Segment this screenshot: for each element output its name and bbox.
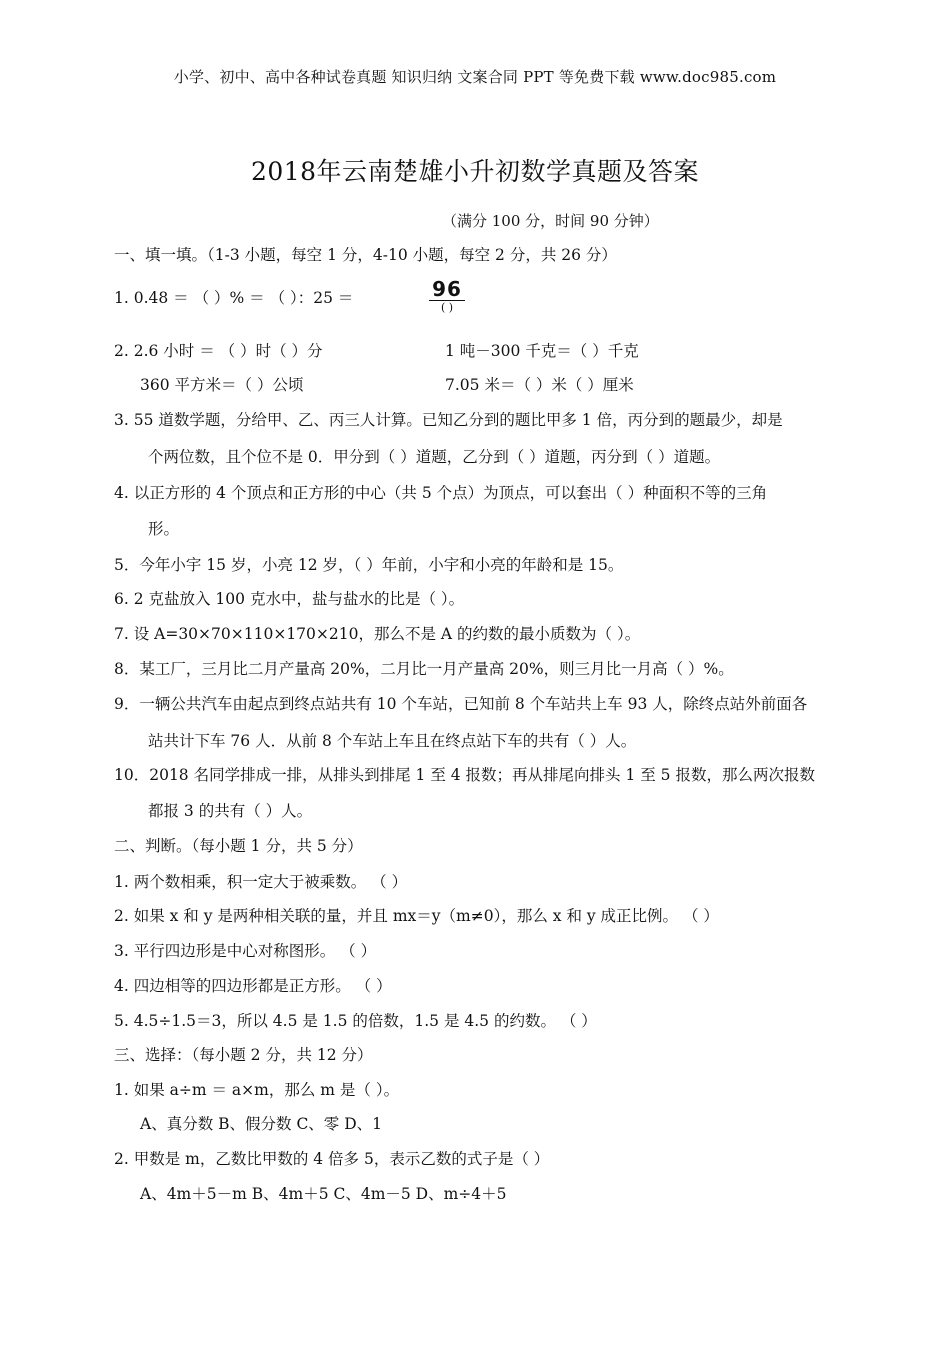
question-1-2b: 1 吨－300 千克＝（ ）千克 xyxy=(445,342,639,360)
question-1-2a: 2. 2.6 小时 ＝ （ ）时（ ）分 xyxy=(114,342,323,360)
question-3-2-options: A、4m＋5－m B、4m＋5 C、4m－5 D、m÷4＋5 xyxy=(140,1185,507,1203)
fraction-numerator: 96 xyxy=(432,277,462,301)
question-2-5: 5. 4.5÷1.5＝3，所以 4.5 是 1.5 的倍数，1.5 是 4.5 的约数。 （ ） xyxy=(114,1012,597,1030)
question-2-1: 1. 两个数相乘，积一定大于被乘数。 （ ） xyxy=(114,873,408,891)
question-1-8: 8．某工厂，三月比二月产量高 20%，二月比一月产量高 20%，则三月比一月高（ ）%。 xyxy=(114,660,734,678)
section-3-heading: 三、选择：（每小题 2 分，共 12 分） xyxy=(114,1046,373,1064)
question-3-2: 2. 甲数是 m，乙数比甲数的 4 倍多 5，表示乙数的式子是（ ） xyxy=(114,1150,550,1168)
question-1-6: 6. 2 克盐放入 100 克水中，盐与盐水的比是（ ）。 xyxy=(114,590,465,608)
question-3-1-options: A、真分数 B、假分数 C、零 D、1 xyxy=(140,1115,383,1133)
page-title: 2018年云南楚雄小升初数学真题及答案 xyxy=(250,157,700,186)
score-time-note: （满分 100 分，时间 90 分钟） xyxy=(442,212,659,230)
page-header: 小学、初中、高中各种试卷真题 知识归纳 文案合同 PPT 等免费下载 www.doc985.com xyxy=(173,68,777,86)
question-1-9-line2: 站共计下车 76 人．从前 8 个车站上车且在终点站下车的共有（ ）人。 xyxy=(148,732,637,750)
question-1-7: 7. 设 A=30×70×110×170×210，那么不是 A 的约数的最小质数为（ ）。 xyxy=(114,625,641,643)
fraction xyxy=(427,279,467,313)
question-3-1: 1. 如果 a÷m ＝ a×m，那么 m 是（ ）。 xyxy=(114,1081,400,1099)
question-1-10-line1: 10．2018 名同学排成一排，从排头到排尾 1 至 4 报数；再从排尾向排头 1 至 5 报数，那么两次报数 xyxy=(114,766,815,784)
question-1-9-line1: 9．一辆公共汽车由起点到终点站共有 10 个车站，已知前 8 个车站共上车 93 人，除终点站外前面各 xyxy=(114,695,808,713)
question-2-4: 4. 四边相等的四边形都是正方形。 （ ） xyxy=(114,977,392,995)
question-2-3: 3. 平行四边形是中心对称图形。 （ ） xyxy=(114,942,377,960)
question-1-5: 5．今年小宇 15 岁，小亮 12 岁，（ ）年前，小宇和小亮的年龄和是 15。 xyxy=(114,556,624,574)
question-1-3-line1: 3. 55 道数学题，分给甲、乙、丙三人计算。已知乙分到的题比甲多 1 倍，丙分到的题最少，却是 xyxy=(114,411,783,429)
question-1-1: 1. 0.48 ＝ （ ）% ＝ （ ）：25 ＝ xyxy=(114,289,354,307)
question-1-10-line2: 都报 3 的共有（ ）人。 xyxy=(148,802,313,820)
question-1-2d: 7.05 米＝（ ）米（ ）厘米 xyxy=(445,376,634,394)
question-1-4-line2: 形。 xyxy=(148,520,180,538)
question-1-3-line2: 个两位数，且个位不是 0．甲分到（ ）道题，乙分到（ ）道题，丙分到（ ）道题。 xyxy=(148,448,721,466)
fraction-denominator: ( ) xyxy=(440,301,454,314)
section-1-heading: 一、填一填。（1-3 小题，每空 1 分，4-10 小题，每空 2 分，共 26 分） xyxy=(114,246,617,264)
section-2-heading: 二、判断。（每小题 1 分，共 5 分） xyxy=(114,837,363,855)
question-1-4-line1: 4. 以正方形的 4 个顶点和正方形的中心（共 5 个点）为顶点，可以套出（ ）种面积不等的三角 xyxy=(114,484,768,502)
question-2-2: 2. 如果 x 和 y 是两种相关联的量，并且 mx＝y（m≠0），那么 x 和 y 成正比例。 （ ） xyxy=(114,907,719,925)
question-1-2c: 360 平方米＝（ ）公顷 xyxy=(140,376,304,394)
